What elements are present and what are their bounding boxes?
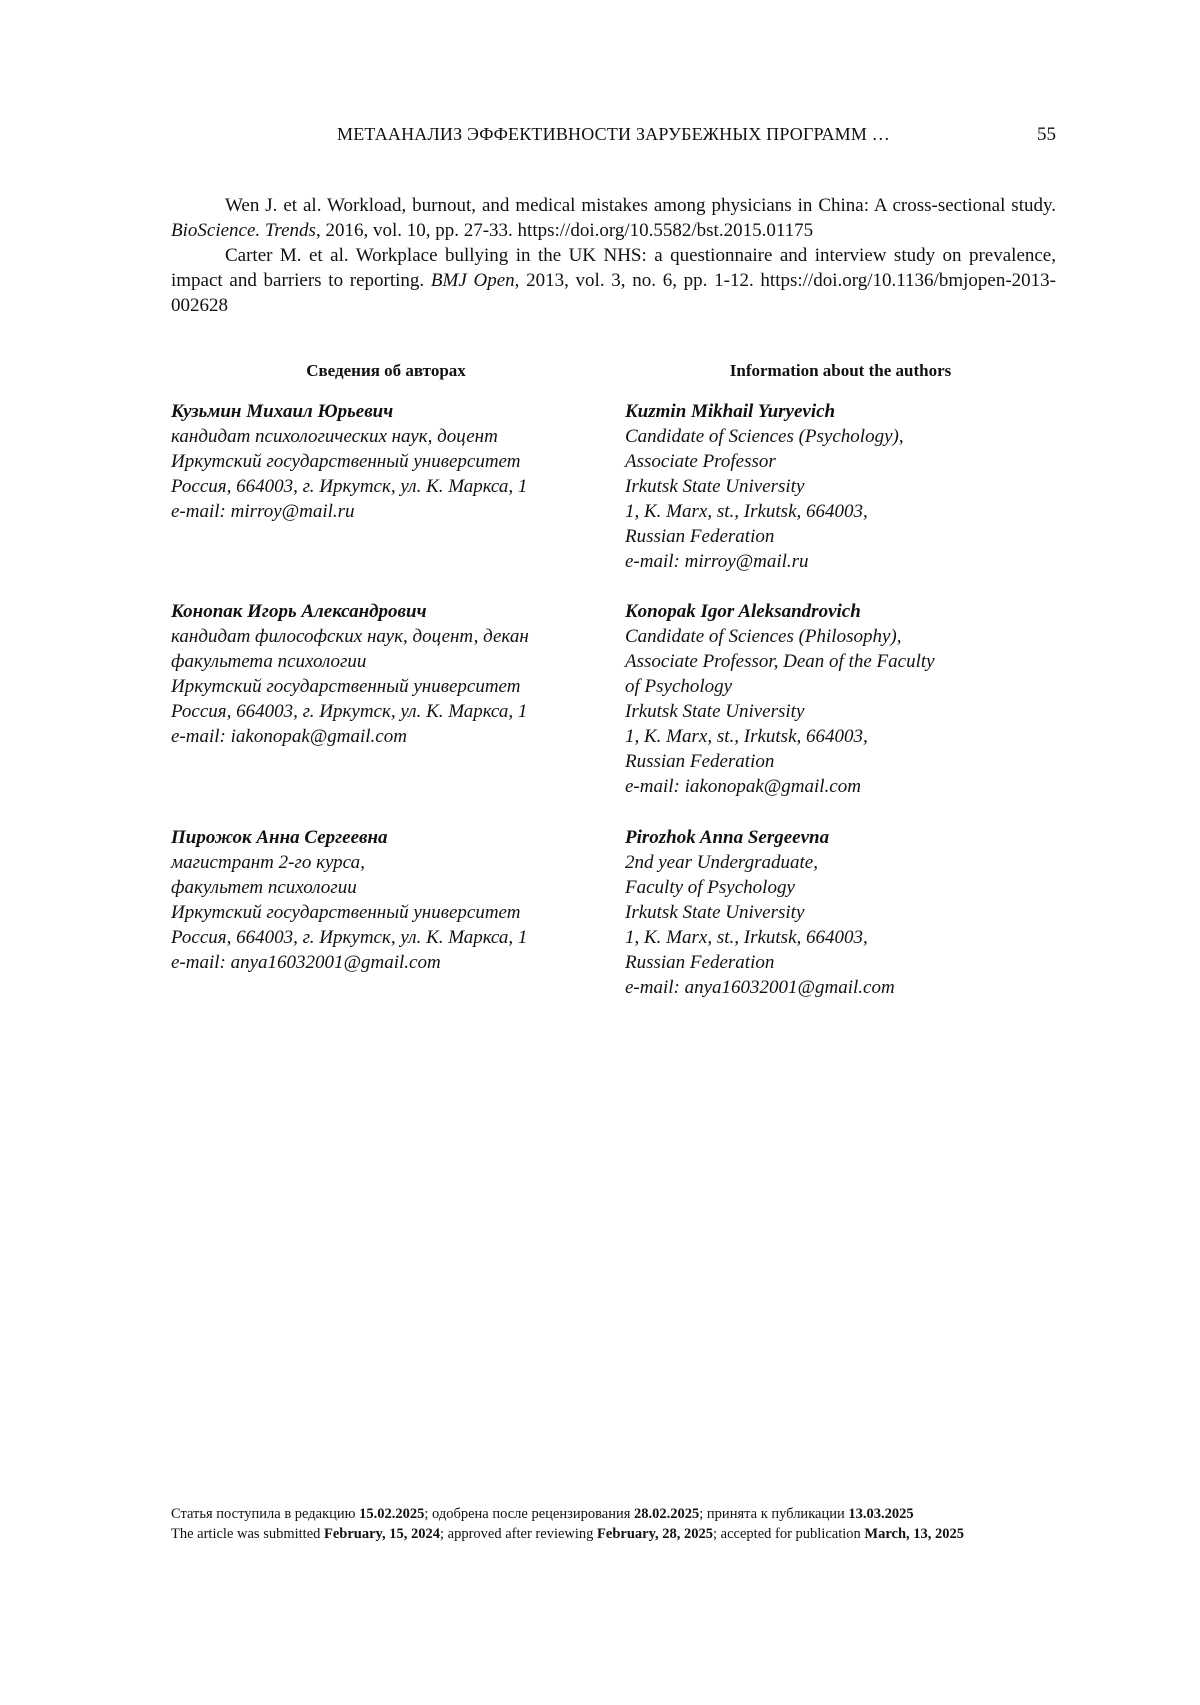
author-detail: Россия, 664003, г. Иркутск, ул. К. Маркса, 1 bbox=[171, 476, 528, 497]
article-dates-footer bbox=[171, 1504, 1056, 1544]
authors-column-ru bbox=[171, 359, 601, 973]
author-block bbox=[625, 599, 935, 799]
running-header bbox=[171, 124, 1056, 148]
running-title: МЕТААНАЛИЗ ЭФФЕКТИВНОСТИ ЗАРУБЕЖНЫХ ПРОГРАММ … bbox=[337, 124, 890, 144]
author-block bbox=[625, 825, 895, 1000]
author-detail: кандидат философских наук, доцент, декан bbox=[171, 626, 529, 647]
author-detail: Иркутский государственный университет bbox=[171, 676, 521, 697]
author-detail: Russian Federation bbox=[625, 751, 775, 772]
author-detail: кандидат психологических наук, доцент bbox=[171, 426, 498, 447]
author-detail: Россия, 664003, г. Иркутск, ул. К. Маркса, 1 bbox=[171, 927, 528, 948]
reference-text: Wen J. et al. Workload, burnout, and medical mistakes among physicians in China: A cross-sectional study. bbox=[225, 195, 1056, 216]
authors-heading-ru: Сведения об авторах bbox=[306, 361, 466, 380]
reference-journal: BMJ Open bbox=[430, 270, 515, 291]
author-detail: Russian Federation bbox=[625, 526, 775, 547]
page-number: 55 bbox=[1037, 124, 1056, 145]
reference-text: Carter M. et al. Workplace bullying in the UK NHS: a questionnaire and interview study on prevalence, impact and barriers to reporting. bbox=[171, 245, 1056, 291]
reference-details: , 2016, vol. 10, pp. 27-33. https://doi.org/10.5582/bst.2015.01175 bbox=[315, 220, 814, 241]
author-email: e-mail: anya16032001@gmail.com bbox=[625, 977, 895, 998]
author-block bbox=[625, 399, 904, 574]
footer-text: ; одобрена после рецензирования bbox=[424, 1506, 635, 1522]
submitted-date: February, 15, 2024 bbox=[324, 1526, 441, 1542]
author-email: e-mail: mirroy@mail.ru bbox=[625, 551, 809, 572]
author-detail: Иркутский государственный университет bbox=[171, 902, 521, 923]
author-detail: 2nd year Undergraduate, bbox=[625, 852, 818, 873]
journal-page bbox=[171, 0, 1056, 1705]
author-detail: факультет психологии bbox=[171, 877, 357, 898]
author-detail: Irkutsk State University bbox=[625, 476, 805, 497]
author-detail: Russian Federation bbox=[625, 952, 775, 973]
reference-details: , 2013, vol. 3, no. 6, pp. 1-12. https://doi.org/10.1136/bmjopen-2013-002628 bbox=[171, 270, 1056, 316]
footer-text: Статья поступила в редакцию bbox=[171, 1506, 360, 1522]
author-detail: Candidate of Sciences (Psychology), bbox=[625, 426, 904, 447]
author-name: Кузьмин Михаил Юрьевич bbox=[171, 401, 394, 422]
author-name: Пирожок Анна Сергеевна bbox=[171, 827, 388, 848]
reference-journal: BioScience. Trends bbox=[171, 220, 316, 241]
footer-text: ; accepted for publication bbox=[713, 1526, 865, 1542]
author-detail: of Psychology bbox=[625, 676, 733, 697]
approved-date: 28.02.2025 bbox=[634, 1506, 700, 1522]
author-detail: Irkutsk State University bbox=[625, 902, 805, 923]
author-detail: Иркутский государственный университет bbox=[171, 451, 521, 472]
author-detail: магистрант 2-го курса, bbox=[171, 852, 365, 873]
author-email: e-mail: iakonopak@gmail.com bbox=[171, 726, 407, 747]
author-detail: Россия, 664003, г. Иркутск, ул. К. Маркса, 1 bbox=[171, 701, 528, 722]
submitted-date: 15.02.2025 bbox=[359, 1506, 425, 1522]
accepted-date: March, 13, 2025 bbox=[864, 1526, 965, 1542]
footer-text: ; approved after reviewing bbox=[440, 1526, 598, 1542]
author-detail: Candidate of Sciences (Philosophy), bbox=[625, 626, 902, 647]
author-email: e-mail: anya16032001@gmail.com bbox=[171, 952, 441, 973]
reference-item bbox=[171, 243, 1056, 318]
author-name: Конопак Игорь Александрович bbox=[171, 601, 427, 622]
author-name: Pirozhok Anna Sergeevna bbox=[625, 827, 830, 848]
author-block bbox=[171, 599, 529, 749]
reference-list bbox=[171, 193, 1056, 318]
author-detail: Faculty of Psychology bbox=[625, 877, 795, 898]
author-detail: Irkutsk State University bbox=[625, 701, 805, 722]
author-block bbox=[171, 825, 527, 975]
article-dates-en bbox=[171, 1524, 1056, 1544]
article-dates-ru bbox=[171, 1504, 1056, 1524]
author-block bbox=[171, 399, 527, 524]
authors-column-en bbox=[625, 359, 1056, 998]
author-name: Kuzmin Mikhail Yuryevich bbox=[625, 401, 836, 422]
author-detail: 1, K. Marx, st., Irkutsk, 664003, bbox=[625, 501, 868, 522]
author-detail: Associate Professor bbox=[625, 451, 776, 472]
author-email: e-mail: iakonopak@gmail.com bbox=[625, 776, 861, 797]
footer-text: ; принята к публикации bbox=[699, 1506, 849, 1522]
author-detail: 1, K. Marx, st., Irkutsk, 664003, bbox=[625, 726, 868, 747]
author-email: e-mail: mirroy@mail.ru bbox=[171, 501, 355, 522]
reference-item bbox=[171, 193, 1056, 243]
footer-text: The article was submitted bbox=[171, 1526, 325, 1542]
accepted-date: 13.03.2025 bbox=[848, 1506, 914, 1522]
approved-date: February, 28, 2025 bbox=[597, 1526, 714, 1542]
author-name: Konopak Igor Aleksandrovich bbox=[625, 601, 861, 622]
authors-heading-en: Information about the authors bbox=[729, 361, 952, 380]
author-detail: Associate Professor, Dean of the Faculty bbox=[625, 651, 935, 672]
author-detail: 1, K. Marx, st., Irkutsk, 664003, bbox=[625, 927, 868, 948]
author-detail: факультета психологии bbox=[171, 651, 367, 672]
